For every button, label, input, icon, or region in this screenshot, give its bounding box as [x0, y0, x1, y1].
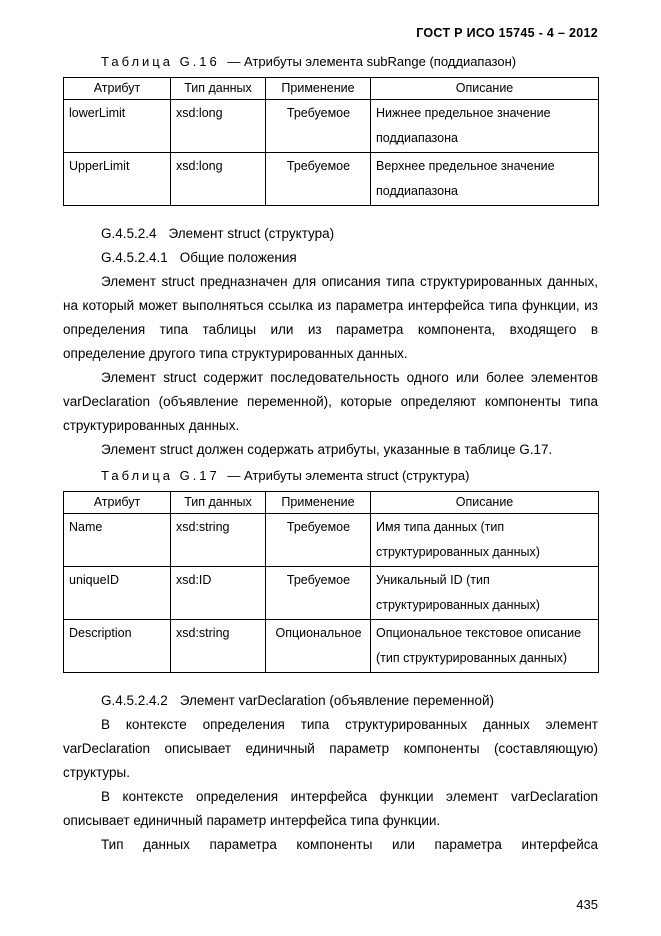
paragraph: В контексте определения интерфейса функции элемент varDeclaration описывает единичный параметр интерфейса типа функции.: [63, 789, 598, 828]
cell-attribute: lowerLimit: [64, 100, 171, 153]
column-header-usage: Применение: [266, 492, 371, 514]
table-header-row: [64, 492, 599, 514]
table-row: [64, 514, 599, 567]
table-row: [64, 620, 599, 673]
cell-usage: Опциональное: [266, 620, 371, 673]
table-g16: [63, 77, 599, 206]
table-g16-caption-label: Таблица G.16: [101, 54, 220, 69]
table-header-row: [64, 78, 599, 100]
section-heading: [63, 689, 598, 713]
column-header-description: Описание: [371, 78, 599, 100]
section-title: Элемент struct (структура): [168, 226, 335, 241]
running-header: [63, 26, 598, 40]
paragraph: Элемент struct должен содержать атрибуты, указанные в таблице G.17.: [101, 442, 553, 457]
table-row: [64, 567, 599, 620]
cell-datatype: xsd:ID: [171, 567, 266, 620]
column-header-datatype: Тип данных: [171, 492, 266, 514]
cell-description: Опциональное текстовое описание (тип структурированных данных): [371, 620, 599, 673]
cell-attribute: Description: [64, 620, 171, 673]
paragraph: В контексте определения типа структурированных данных элемент varDeclaration описывает единичный параметр компоненты (составляющую) структуры.: [63, 717, 598, 780]
cell-attribute: Name: [64, 514, 171, 567]
table-g16-caption: [63, 54, 598, 69]
table-g17-caption-label: Таблица G.17: [101, 468, 220, 483]
section-title: Общие положения: [179, 250, 297, 265]
cell-datatype: xsd:long: [171, 153, 266, 206]
cell-usage: Требуемое: [266, 153, 371, 206]
section-heading: [63, 222, 598, 246]
column-header-usage: Применение: [266, 78, 371, 100]
table-g17-caption-text: — Атрибуты элемента struct (структура): [227, 468, 470, 483]
cell-description: Уникальный ID (тип структурированных данных): [371, 567, 599, 620]
cell-usage: Требуемое: [266, 100, 371, 153]
table-g17: [63, 491, 599, 673]
page-number: 435: [576, 897, 598, 912]
paragraph: Элемент struct содержит последовательность одного или более элементов varDeclaration (объявление переменной), которые определяют компоненты типа структурированных данных.: [63, 370, 598, 433]
standard-designation: ГОСТ Р ИСО 15745 - 4 – 2012: [416, 26, 598, 40]
cell-attribute: uniqueID: [64, 567, 171, 620]
cell-description: Верхнее предельное значение поддиапазона: [371, 153, 599, 206]
section-number: G.4.5.2.4: [101, 226, 157, 241]
paragraph: Тип данных параметра компоненты или параметра интерфейса: [101, 837, 598, 852]
table-g16-caption-text: — Атрибуты элемента subRange (поддиапазон): [227, 54, 517, 69]
paragraph: Элемент struct предназначен для описания типа структурированных данных, на который может выполняться ссылка из параметра интерфейса типа функции, из определения типа таблицы или из параметра компонента, входящего в определение другого типа структурированных данных.: [63, 274, 598, 361]
column-header-description: Описание: [371, 492, 599, 514]
column-header-attribute: Атрибут: [64, 78, 171, 100]
cell-description: Нижнее предельное значение поддиапазона: [371, 100, 599, 153]
cell-usage: Требуемое: [266, 567, 371, 620]
section-heading: [63, 246, 598, 270]
cell-datatype: xsd:string: [171, 620, 266, 673]
table-row: [64, 100, 599, 153]
section-g4524: [63, 222, 598, 462]
section-g45242: [63, 689, 598, 857]
cell-usage: Требуемое: [266, 514, 371, 567]
column-header-datatype: Тип данных: [171, 78, 266, 100]
cell-datatype: xsd:string: [171, 514, 266, 567]
table-g17-caption: [63, 468, 598, 483]
cell-attribute: UpperLimit: [64, 153, 171, 206]
cell-datatype: xsd:long: [171, 100, 266, 153]
section-number: G.4.5.2.4.2: [101, 693, 168, 708]
section-title: Элемент varDeclaration (объявление переменной): [179, 693, 495, 708]
table-row: [64, 153, 599, 206]
section-number: G.4.5.2.4.1: [101, 250, 168, 265]
column-header-attribute: Атрибут: [64, 492, 171, 514]
cell-description: Имя типа данных (тип структурированных данных): [371, 514, 599, 567]
